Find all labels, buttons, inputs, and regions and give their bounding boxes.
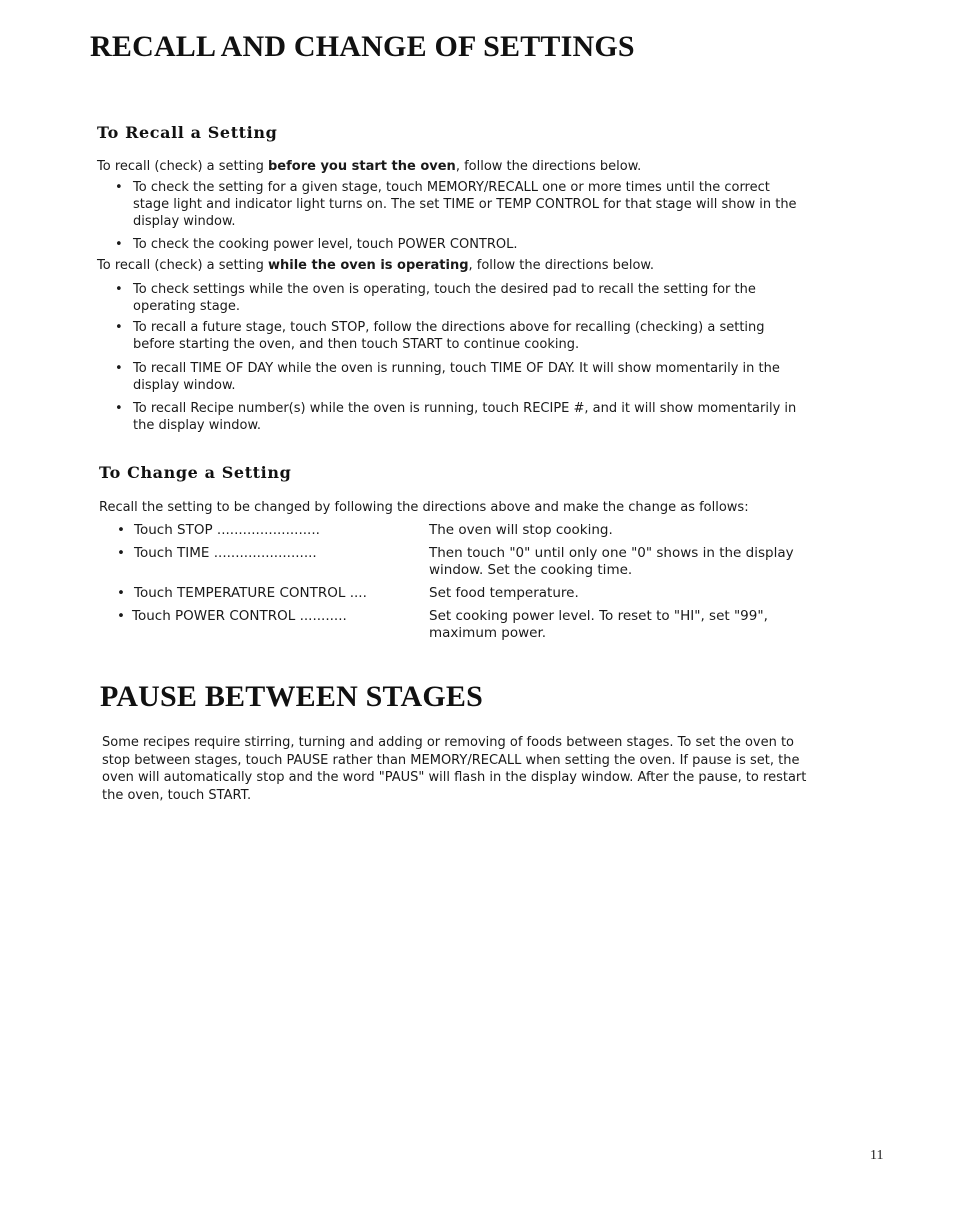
list-item [115, 319, 810, 353]
pause-title: PAUSE BETWEEN STAGES [100, 680, 483, 713]
list-item-text: To check the cooking power level, touch POWER CONTROL. [133, 237, 518, 252]
recall-intro2-text: To recall (check) a setting [97, 258, 268, 273]
recall-intro2-bold: while the oven is operating [267, 258, 469, 273]
bullet-icon: • [117, 608, 125, 624]
list-item-text: To check settings while the oven is operating, touch the desired pad to recall the setting for the operating stage. [133, 282, 756, 314]
row-action: Touch POWER CONTROL ........... [132, 608, 347, 624]
page-title: RECALL AND CHANGE OF SETTINGS [90, 30, 635, 63]
row-result: Then touch "0" until only one "0" shows in the display window. Set the cooking time. [429, 545, 794, 578]
row-result: Set cooking power level. To reset to "HI", set "99", maximum power. [429, 608, 768, 641]
row-result: Set food temperature. [429, 585, 579, 601]
row-action: Touch TIME ........................ [134, 545, 317, 561]
bullet-icon: • [115, 401, 123, 416]
bullet-icon: • [115, 180, 123, 195]
table-row [117, 522, 817, 539]
table-row [117, 608, 817, 642]
recall-intro-bold: before you start the oven [267, 159, 456, 174]
recall-intro-operating [97, 257, 817, 274]
row-result: The oven will stop cooking. [429, 522, 613, 538]
bullet-icon: • [117, 585, 125, 601]
bullet-icon: • [115, 237, 123, 252]
recall-intro-text: To recall (check) a setting [97, 159, 268, 174]
change-heading: To Change a Setting [99, 463, 292, 482]
row-action: Touch STOP ........................ [134, 522, 320, 538]
table-row [117, 585, 817, 602]
list-item-text: To recall a future stage, touch STOP, follow the directions above for recalling (checking) a setting before starting the oven, and then touch START to continue cooking. [133, 320, 765, 352]
list-item [115, 360, 810, 394]
bullet-icon: • [117, 522, 125, 538]
recall-intro-tail: , follow the directions below. [455, 159, 642, 174]
bullet-icon: • [117, 545, 125, 561]
row-action: Touch TEMPERATURE CONTROL .... [134, 585, 367, 601]
list-item-text: To recall Recipe number(s) while the oven is running, touch RECIPE #, and it will show momentarily in the display window. [133, 401, 797, 433]
change-intro: Recall the setting to be changed by following the directions above and make the change as follows: [99, 500, 749, 515]
table-row [117, 545, 817, 579]
recall-intro [97, 158, 817, 175]
list-item [115, 281, 810, 315]
bullet-icon: • [115, 361, 123, 376]
recall-heading: To Recall a Setting [97, 123, 278, 142]
list-item-text: To check the setting for a given stage, touch MEMORY/RECALL one or more times until the correct stage light and indicator light turns on. The set TIME or TEMP CONTROL for that stage will show in the display window. [133, 180, 797, 229]
page-number: 11 [870, 1148, 884, 1163]
pause-body: Some recipes require stirring, turning and adding or removing of foods between stages. To set the oven to stop between stages, touch PAUSE rather than MEMORY/RECALL when setting the oven. If pause is set, the oven will automatically stop and the word "PAUS" will flash in the display window. After the pause, to restart the oven, touch START. [102, 735, 807, 803]
bullet-icon: • [115, 282, 123, 297]
recall-intro2-tail: , follow the directions below. [468, 258, 654, 273]
list-item [115, 236, 810, 253]
list-item [115, 179, 810, 231]
list-item [115, 400, 810, 434]
bullet-icon: • [115, 320, 123, 335]
list-item-text: To recall TIME OF DAY while the oven is running, touch TIME OF DAY. It will show momentarily in the display window. [133, 361, 780, 393]
